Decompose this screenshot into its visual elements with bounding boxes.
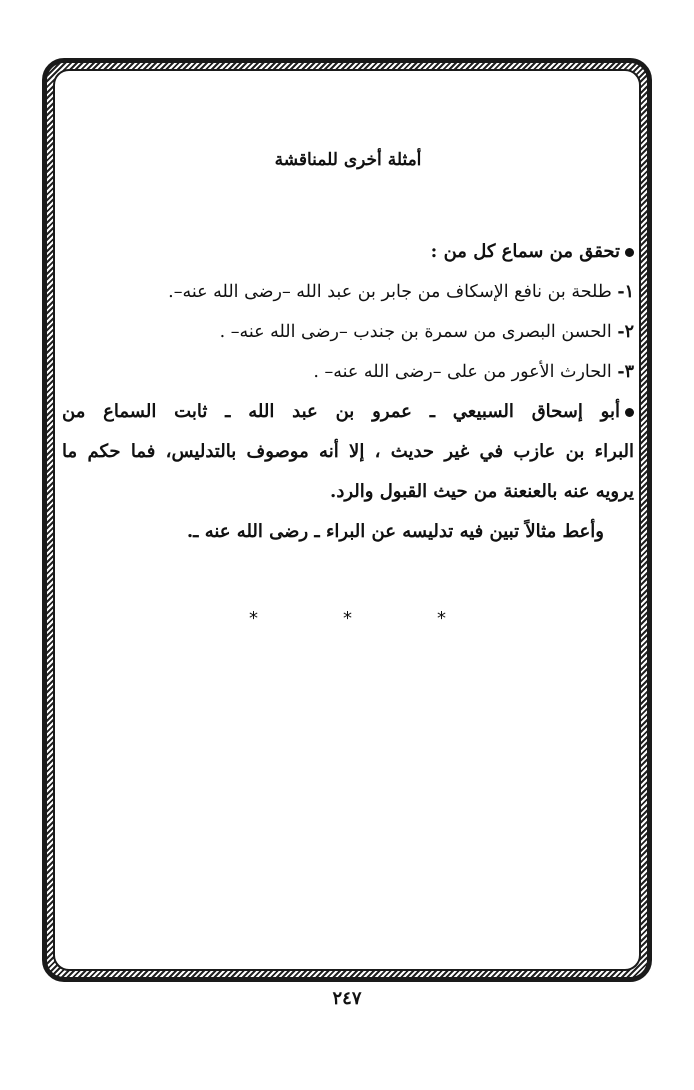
page-content bbox=[62, 150, 634, 552]
question-2-line-2: البراء بن عازب في غير حديث ، إلا أنه موصوف بالتدليس، فما حكم ما bbox=[62, 441, 634, 462]
item-text: الحارث الأعور من على –رضى الله عنه– . bbox=[313, 362, 618, 382]
list-item bbox=[62, 312, 634, 352]
item-text: طلحة بن نافع الإسكاف من جابر بن عبد الله –رضى الله عنه–. bbox=[168, 282, 618, 302]
list-item bbox=[62, 272, 634, 312]
star-icon: * bbox=[437, 608, 446, 629]
question-3-line: وأعط مثالاً تبين فيه تدليسه عن البراء ـ رضى الله عنه ـ. bbox=[186, 521, 604, 542]
section-divider bbox=[0, 608, 694, 638]
question-1-text: تحقق من سماع كل من : bbox=[430, 241, 620, 262]
page-title: أمثلة أخرى للمناقشة bbox=[274, 150, 422, 170]
bullet-icon bbox=[625, 408, 634, 417]
bullet-icon bbox=[625, 248, 634, 257]
item-text: الحسن البصرى من سمرة بن جندب –رضى الله عنه– . bbox=[219, 322, 618, 342]
list-item bbox=[62, 352, 634, 392]
question-2-text: أبو إسحاق السبيعي ـ عمرو بن عبد الله ـ ثابت السماع من bbox=[62, 401, 620, 422]
item-number: ٣- bbox=[617, 362, 634, 382]
item-number: ١- bbox=[617, 282, 634, 302]
star-icon: * bbox=[249, 608, 258, 629]
page-number: ٢٤٧ bbox=[332, 988, 362, 1009]
question-1-heading bbox=[62, 232, 634, 272]
question-2-line-3: يرويه عنه بالعنعنة من حيث القبول والرد. bbox=[330, 481, 634, 502]
item-number: ٢- bbox=[617, 322, 634, 342]
question-2-line-1 bbox=[62, 392, 634, 432]
star-icon: * bbox=[343, 608, 352, 629]
